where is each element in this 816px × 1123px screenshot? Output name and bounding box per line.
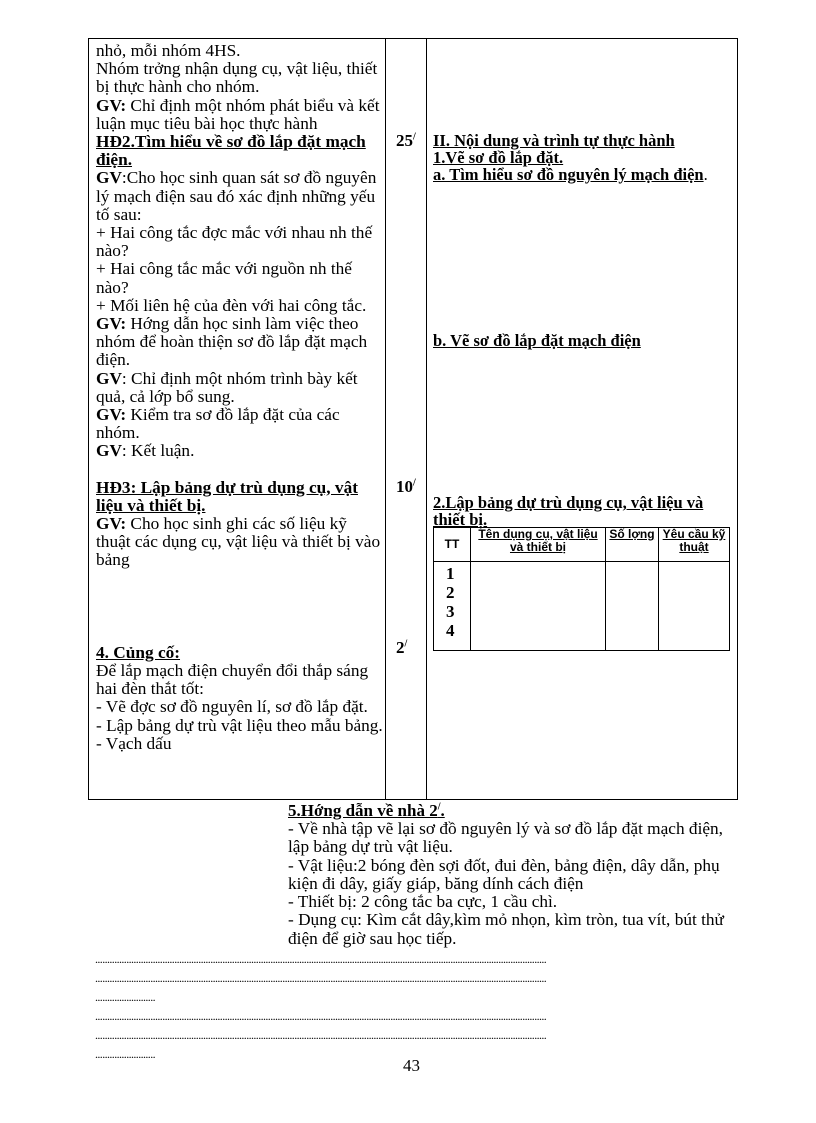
text-line: GV: Chỉ định một nhóm phát biểu và kết luận mục tiêu bài học thực hành: [96, 95, 380, 133]
header-req: Yêu cầu kỹ thuật: [659, 528, 730, 562]
text-line: GV:Cho học sinh quan sát sơ đồ nguyên lý mạch điện sau đó xác định những yếu tố sau:: [96, 168, 377, 224]
text-line: GV: Kết luận.: [96, 441, 195, 461]
content-section-2: 2.Lập bảng dự trù dụng cụ, vật liệu và thiết bị.: [433, 493, 704, 529]
time-25: 25/: [396, 131, 416, 150]
text-line: - Vạch dấu: [96, 733, 172, 753]
time-2: 2/: [396, 638, 408, 657]
header-name: Tên dụng cụ, vật liệu và thiết bị: [471, 528, 606, 562]
heading-cung-co: 4. Củng cố:: [96, 642, 181, 662]
content-section-ii: II. Nội dung và trình tự thực hành 1.Vẽ sơ đồ lắp đặt. a. Tìm hiểu sơ đồ nguyên lý mạch điện.: [433, 131, 708, 184]
text-line: GV: Kiểm tra sơ đồ lắp đặt của các nhóm.: [96, 405, 340, 443]
homework-title: 5.Hớng dẫn về nhà 2/.: [288, 801, 445, 820]
text-line: - Lập bảng dự trù vật liệu theo mẫu bảng.: [96, 715, 383, 735]
text-line: GV: Cho học sinh ghi các số liệu kỹ thuật các dụng cụ, vật liệu và thiết bị vào bảng: [96, 514, 381, 570]
header-tt: TT: [434, 528, 471, 562]
text-line: GV: Chỉ định một nhóm trình bày kết quả, cả lớp bổ sung.: [96, 368, 358, 406]
dotted-line-short: .........................: [95, 991, 156, 1003]
text-line: Để lắp mạch điện chuyển đổi thắp sáng hai đèn thắt tốt:: [96, 660, 369, 699]
page-number: 43: [403, 1056, 420, 1075]
cell-name: [471, 562, 606, 651]
dotted-line: ............................................................................................................................................................................................: [95, 1010, 547, 1022]
homework-body: [240, 820, 730, 948]
dotted-line-short: .........................: [95, 1048, 156, 1060]
activities-column: [96, 42, 384, 753]
text-line: nhỏ, mỗi nhóm 4HS.: [96, 41, 241, 60]
heading-hd2: HĐ2.Tìm hiểu về sơ đồ lắp đặt mạch điện.: [96, 132, 366, 170]
text-line: GV: Hớng dẫn học sinh làm việc theo nhóm để hoàn thiện sơ đồ lắp đặt mạch điện.: [96, 314, 368, 370]
cell-qty: [606, 562, 659, 651]
row-numbers: 1 2 3 4: [434, 562, 471, 651]
column-divider-1: [385, 38, 386, 800]
header-qty: Số lợng: [606, 528, 659, 562]
homework-p4: - Dụng cụ: Kìm cắt dây,kìm mỏ nhọn, kìm tròn, tua vít, bút thử điện để giờ sau học tiếp.: [288, 910, 724, 948]
time-10: 10/: [396, 477, 416, 496]
dotted-line: ............................................................................................................................................................................................: [95, 953, 547, 965]
column-divider-2: [426, 38, 427, 800]
dotted-line: ............................................................................................................................................................................................: [95, 1029, 547, 1041]
homework-p3: - Thiết bị: 2 công tắc ba cực, 1 cầu chì.: [288, 892, 558, 912]
dotted-line: ............................................................................................................................................................................................: [95, 972, 547, 984]
text-line: + Hai công tắc đợc mắc với nhau nh thế nào?: [96, 223, 373, 261]
text-line: + Hai công tắc mắc với nguồn nh thế nào?: [96, 259, 352, 297]
homework-p1: - Về nhà tập vẽ lại sơ đồ nguyên lý và sơ đồ lắp đặt mạch điện, lập bảng dự trù vật liệu.: [288, 819, 724, 857]
text-line: + Mối liên hệ của đèn với hai công tắc.: [96, 295, 367, 315]
text-line: Nhóm trởng nhận dụng cụ, vật liệu, thiết bị thực hành cho nhóm.: [96, 59, 378, 97]
equipment-table: [433, 527, 730, 651]
content-section-b: b. Vẽ sơ đồ lắp đặt mạch điện: [433, 331, 641, 350]
cell-req: [659, 562, 730, 651]
heading-hd3: HĐ3: Lập bảng dự trù dụng cụ, vật liệu và thiết bị.: [96, 477, 358, 515]
text-line: - Vẽ đợc sơ đồ nguyên lí, sơ đồ lắp đặt.: [96, 697, 368, 717]
homework-p2: - Vật liệu:2 bóng đèn sợi đốt, đui đèn, bảng điện, dây dẫn, phụ kiện đi dây, giấy giáp, băng dính cách điện: [288, 855, 720, 893]
